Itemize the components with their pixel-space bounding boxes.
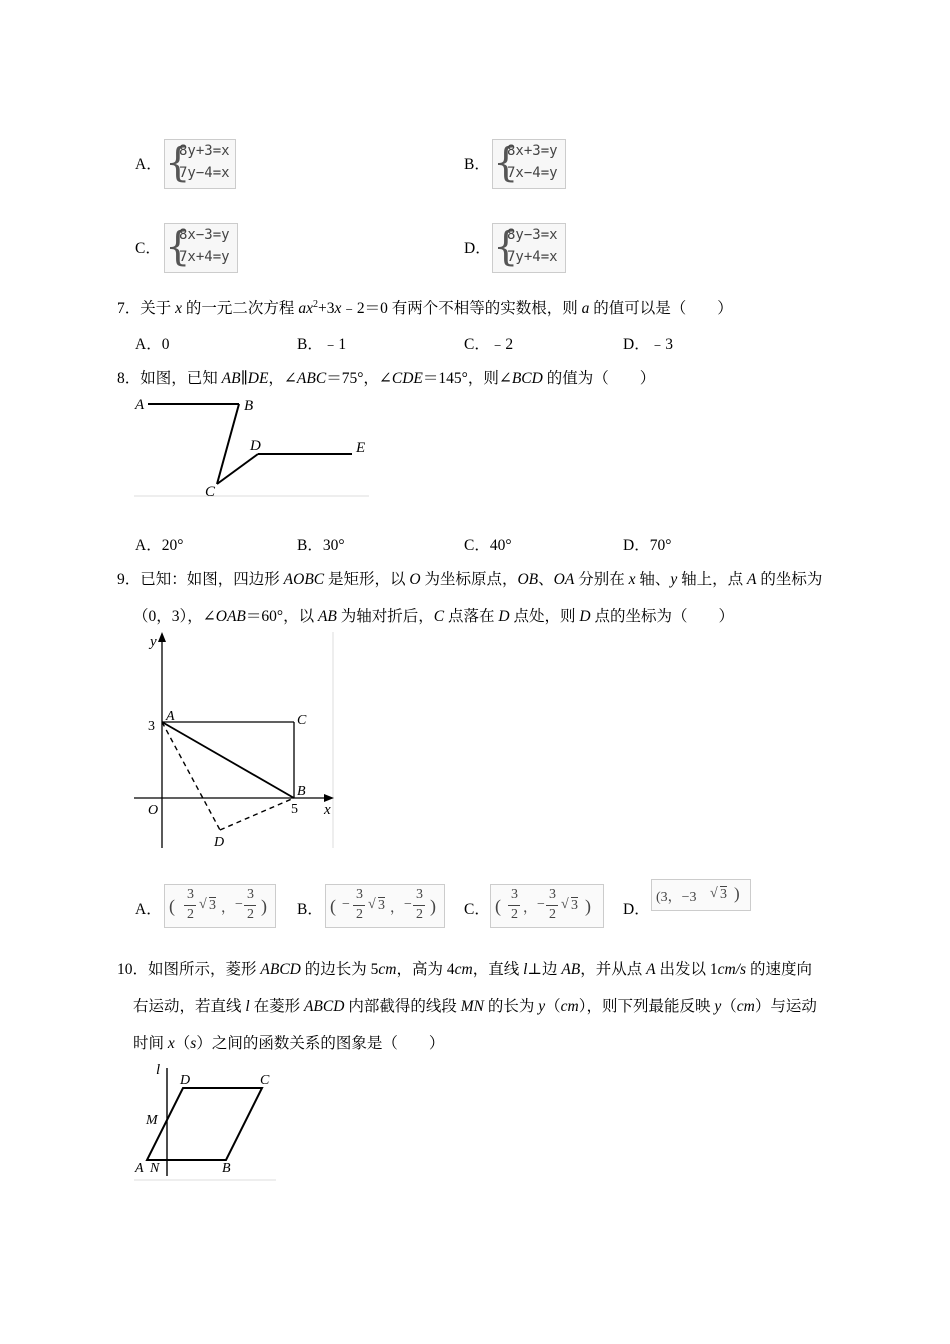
q7-text: 的值可以是（ ） xyxy=(589,300,733,317)
q7-text: 的一元二次方程 xyxy=(182,300,299,317)
q10-label-m: M xyxy=(146,1113,158,1128)
q9-option-a-formula: ( 3 2 √ 3 ， − 3 2 ) xyxy=(164,884,276,928)
q8-option-a: A．20° xyxy=(135,537,184,554)
q8-text: ＝75°，∠ xyxy=(326,370,392,387)
q9-label-a: A xyxy=(166,709,175,724)
q6-option-c-system: { 8x−3=y 7x+4=y xyxy=(164,223,238,273)
q7-var: x xyxy=(175,300,183,317)
q7-text: ﹣2＝0 有两个不相等的实数根，则 xyxy=(341,300,582,317)
q7-sup: 2 xyxy=(312,298,318,310)
q10-label-l: l xyxy=(156,1062,161,1078)
q8-text: 的值为（ ） xyxy=(542,370,656,387)
q6-c-eq1: 8x−3=y xyxy=(179,227,230,243)
q8-label-a: A xyxy=(135,397,145,413)
q6-a-eq1: 8y+3=x xyxy=(179,143,230,159)
q9-stem-line2: （0，3），∠OAB＝60°，以 AB 为轴对折后，C 点落在 D 点处，则 D 点的坐标为（ ） xyxy=(133,608,734,625)
q9-option-c-label: C． xyxy=(464,901,490,918)
q9-option-d-formula: (3，−3 √ 3 ) xyxy=(651,879,751,911)
q6-d-eq2: 7y+4=x xyxy=(507,249,558,265)
q8-figure xyxy=(134,392,374,502)
q7-var: a xyxy=(581,300,590,317)
q7-option-a: A．0 xyxy=(135,336,170,353)
q6-b-eq1: 8x+3=y xyxy=(507,143,558,159)
q9-stem-line1: 9．已知：如图，四边形 AOBC 是矩形，以 O 为坐标原点，OB、OA 分别在 x 轴、y 轴上，点 A 的坐标为 xyxy=(117,571,823,588)
q10-stem-line3: 时间 x（s）之间的函数关系的图象是（ ） xyxy=(133,1035,445,1052)
q6-a-eq2: 7y−4=x xyxy=(179,165,230,181)
q8-stem xyxy=(117,366,655,388)
q7-option-c: C．﹣2 xyxy=(464,336,514,353)
q8-label-b: B xyxy=(244,398,254,414)
q9-figure xyxy=(134,630,336,852)
q10-label-a: A xyxy=(135,1161,144,1176)
q9-label-b: B xyxy=(297,784,306,799)
q6-option-c-label: C． xyxy=(135,240,161,257)
q8-number: 8． xyxy=(117,370,141,387)
q9-option-d-label: D． xyxy=(623,901,650,918)
q6-b-eq2: 7x−4=y xyxy=(507,165,558,181)
q9-label-5: 5 xyxy=(291,802,298,817)
q10-stem-line2: 右运动，若直线 l 在菱形 ABCD 内部截得的线段 MN 的长为 y（cm），则下列最能反映 y（cm）与运动 xyxy=(133,998,817,1015)
q8-text: ，∠ xyxy=(268,370,297,387)
q7-stem xyxy=(117,296,733,318)
q10-label-n: N xyxy=(150,1161,160,1176)
q9-label-y: y xyxy=(150,634,157,650)
q6-option-a-system: { 8y+3=x 7y−4=x xyxy=(164,139,236,189)
q7-number: 7． xyxy=(117,300,141,317)
q8-option-c: C．40° xyxy=(464,537,512,554)
q9-option-a-label: A． xyxy=(135,901,162,918)
q8-label-d: D xyxy=(250,438,261,454)
q8-var: CDE xyxy=(391,370,423,387)
q9-label-3: 3 xyxy=(148,719,155,734)
q9-label-o: O xyxy=(148,803,159,818)
q9-label-c: C xyxy=(297,713,307,728)
q7-eq: ax xyxy=(298,300,313,317)
q6-option-b-system: { 8x+3=y 7x−4=y xyxy=(492,139,566,189)
q10-label-d: D xyxy=(180,1073,191,1088)
q10-label-b: B xyxy=(222,1161,231,1176)
q9-option-b-formula: ( − 3 2 √ 3 ， − 3 2 ) xyxy=(325,884,445,928)
q10-stem-line1: 10．如图所示，菱形 ABCD 的边长为 5cm，高为 4cm，直线 l⊥边 AB，并从点 A 出发以 1cm/s 的速度向 xyxy=(117,961,812,978)
q9-option-c-formula: ( 3 2 ， − 3 2 √ 3 ) xyxy=(490,884,604,928)
q8-label-e: E xyxy=(356,440,366,456)
q9-label-d: D xyxy=(214,835,225,850)
q10-figure xyxy=(134,1058,280,1184)
q8-option-b: B．30° xyxy=(297,537,345,554)
q6-d-eq1: 8y−3=x xyxy=(507,227,558,243)
q6-option-d-system: { 8y−3=x 7y+4=x xyxy=(492,223,566,273)
q6-option-b-label: B． xyxy=(464,156,490,173)
q7-eq: +3 xyxy=(317,300,335,317)
q6-option-a-label: A． xyxy=(135,156,162,173)
q7-var: x xyxy=(334,300,342,317)
q8-label-c: C xyxy=(205,484,216,500)
q7-option-d: D．﹣3 xyxy=(623,336,673,353)
q7-text: 关于 xyxy=(140,300,176,317)
q9-option-b-label: B． xyxy=(297,901,323,918)
q8-text: ＝145°，则∠ xyxy=(422,370,512,387)
q8-option-d: D．70° xyxy=(623,537,672,554)
q8-text: 如图，已知 xyxy=(140,370,222,387)
q8-var: AB∥DE xyxy=(221,370,269,387)
q10-label-c: C xyxy=(260,1073,270,1088)
q8-var: ABC xyxy=(296,370,327,387)
q9-label-x: x xyxy=(324,802,331,818)
q7-option-b: B．﹣1 xyxy=(297,336,347,353)
q6-option-d-label: D． xyxy=(464,240,491,257)
q6-c-eq2: 7x+4=y xyxy=(179,249,230,265)
q8-var: BCD xyxy=(511,370,543,387)
